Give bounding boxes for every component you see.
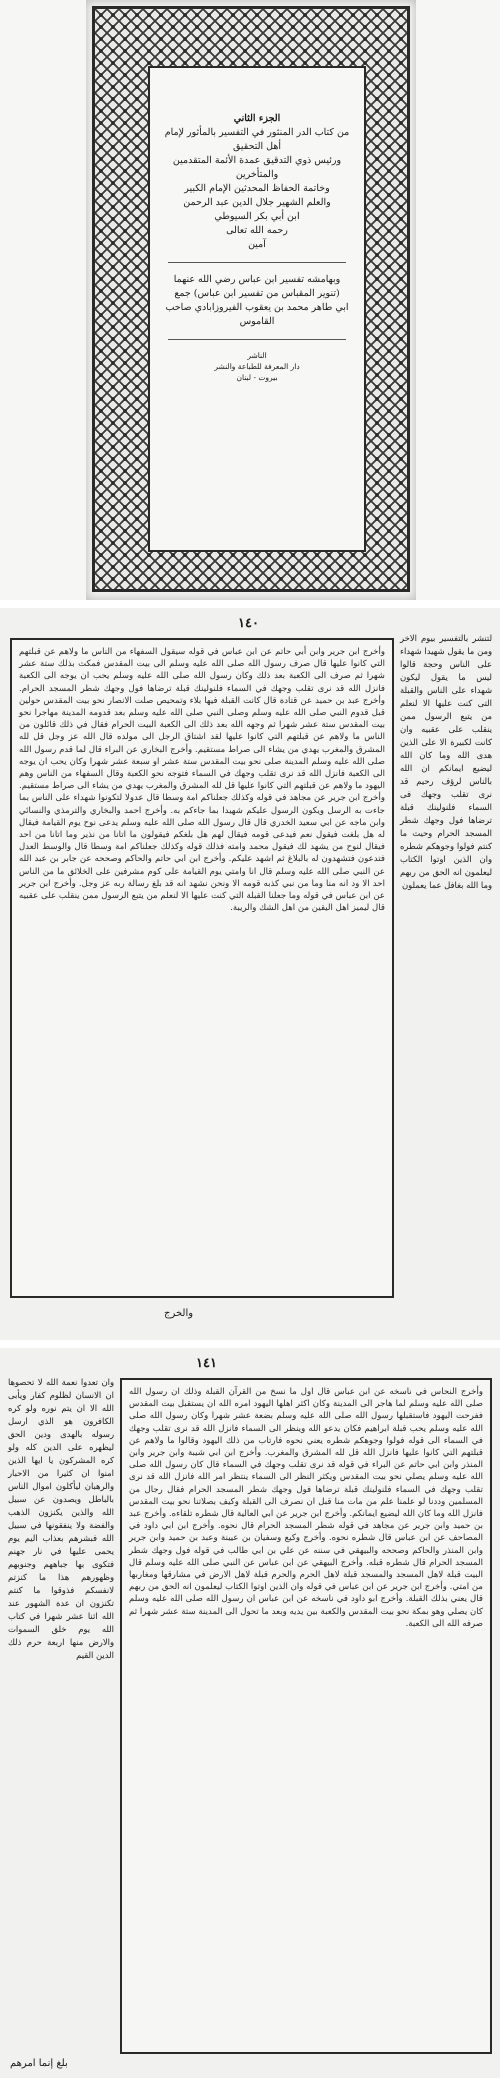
publisher-line: بيروت - لبنان [236, 373, 278, 382]
main-text: وأخرج ابن جرير وابن أبي حاتم عن ابن عباس في قوله سيقول السفهاء من الناس ما ولاهم عن قبلتهم التي كانوا عليها قال صرف رسول الله صلى الله عليه وسلم الى بيت المقدس فمكث بذلك ستة عشر شهرا ثم صرف الى الكعبة بعد ذلك وكان رسول الله صلى الله عليه وسلم يحب ان يوجه الى الكعبة فانزل الله قد نرى تقلب وجهك في السماء فلنولينك قبلة ترضاها فول وجهك شطر المسجد الحرام. وأخرج عبد بن حميد عن قتادة قال كانت القبلة فيها بلاء وتمحيص صلت الانصار نحو بيت المقدس حولين قبل قدوم النبي صلى الله عليه وسلم وصلى النبي صلى الله عليه وسلم بعد قدومه المدينة مهاجرا نحو بيت المقدس ستة عشر شهرا ثم وجهه الله بعد ذلك الى الكعبة البيت الحرام فقال في ذلك قائلون من الناس ما ولاهم عن قبلتهم التي كانوا عليها لقد اشتاق الرجل الى مولده قال الله عز وجل قل لله المشرق والمغرب يهدي من يشاء الى صراط مستقيم. وأخرج البخاري عن البراء قال لما قدم رسول الله صلى الله عليه وسلم المدينة صلى نحو بيت المقدس ستة عشر او سبعة عشر شهرا وكان يحب ان يوجه الى الكعبة فانزل الله قد نرى تقلب وجهك في السماء فتوجه نحو الكعبة وقال السفهاء من الناس وهم اليهود ما ولاهم عن قبلتهم التي كانوا عليها قل لله المشرق والمغرب يهدي من يشاء الى صراط مستقيم. وأخرج ابن جرير عن مجاهد في قوله وكذلك جعلناكم امة وسطا قال عدولا لتكونوا شهداء على الناس بما جاءت به الرسل ويكون الرسول عليكم شهيدا بما جاءكم به. وأخرج احمد والبخاري والترمذي والنسائي وابن ماجه عن ابي سعيد الخدري قال قال رسول الله صلى الله عليه وسلم يدعى نوح يوم القيامة فيقال له هل بلغت فيقول نعم فيدعى قومه فيقال لهم هل بلغكم فيقولون ما اتانا من نذير وما اتانا من احد فيقال لنوح من يشهد لك فيقول محمد وامته فذلك قوله وكذلك جعلناكم امة وسطا قال والوسط العدل فتدعون فتشهدون له بالبلاغ ثم اشهد عليكم. وأخرج ابن ابي حاتم والحاكم وصححه عن جابر بن عبد الله عن النبي صلى الله عليه وسلم قال انا وامتي يوم القيامة على كوم مشرفين على الخلائق ما من الناس احد الا ود انه منا وما من نبي كذبه قومه الا ونحن نشهد انه قد بلغ رسالة ربه عز وجل. وأخرج ابن جرير عن ابن عباس في قوله وما جعلنا القبلة التي كنت عليها الا لنعلم من يتبع الرسول ممن ينقلب على عقبيه قال ليميز اهل اليقين من اهل الشك والريبة. [19, 647, 385, 914]
margin-note-line: (تنوير المقباس من تفسير ابن عباس) جمع [174, 288, 340, 299]
publisher-line: الناشر [247, 351, 267, 360]
page-number: ١٤١ [196, 1356, 217, 1371]
page-140 [0, 608, 500, 1340]
divider [168, 339, 346, 340]
publisher-line: دار المعرفة للطباعة والنشر [214, 362, 300, 371]
title-line: وخاتمة الحفاظ المحدثين الإمام الكبير [184, 183, 330, 194]
catchword: والخرج [164, 1308, 194, 1319]
title-line: ورئيس ذوي التدقيق عمدة الأئمة المتقدمين والمتأخرين [172, 155, 342, 180]
margin-commentary-text: لتنشر بالتفسير بيوم الاخر ومن ما يقول شهيدا شهداء على الناس وحجة قالوا ليس ما يقول ليكون شهداء على الناس والقبلة التى كنت عليها الا لنعلم من يتبع الرسول ممن ينقلب على عقبيه وان كانت لكبيرة الا على الذين هدى الله وما كان الله ليضيع ايمانكم ان الله بالناس لرؤف رحيم قد نرى تقلب وجهك فى السماء فلنولينك قبلة ترضاها فول وجهك شطر المسجد الحرام وحيث ما كنتم فولوا وجوهكم شطره وان الذين اوتوا الكتاب ليعلمون انه الحق من ربهم وما الله بغافل عما يعملون [400, 633, 492, 890]
volume-part: الجزء الثاني [233, 113, 281, 124]
main-text: وأخرج النحاس في ناسخه عن ابن عباس قال اول ما نسخ من القرآن القبلة وذلك ان رسول الله صلى الله عليه وسلم لما هاجر الى المدينة وكان اكثر اهلها اليهود امره الله ان يستقبل بيت المقدس ففرحت اليهود فاستقبلها رسول الله صلى الله عليه وسلم بضعة عشر شهرا وكان رسول الله صلى الله عليه وسلم يحب قبلة ابراهيم فكان يدعو الله وينظر الى السماء فانزل الله قد نرى تقلب وجهك في السماء الى قوله فولوا وجوهكم شطره يعني نحوه فارتاب من ذلك اليهود وقالوا ما ولاهم عن قبلتهم التي كانوا عليها فانزل الله قل لله المشرق والمغرب. وأخرج ابن ابي شيبة وابن جرير وابن المنذر وابن ابي حاتم عن البراء في قوله قد نرى تقلب وجهك في السماء قال كان رسول الله صلى الله عليه وسلم يصلي نحو بيت المقدس ويكثر النظر الى السماء ينتظر امر الله فانزل الله قد نرى تقلب وجهك في السماء فلنولينك قبلة ترضاها فول وجهك شطر المسجد الحرام فقال رجال من المسلمين وددنا لو علمنا علم من مات منا قبل ان نصرف الى القبلة وكيف بصلاتنا نحو بيت المقدس فانزل الله وما كان الله ليضيع ايمانكم. وأخرج ابن جرير عن ابي العالية قال شطره تلقاءه. وأخرج عبد بن حميد وابن جرير عن مجاهد في قوله شطر المسجد الحرام قال نحوه. وأخرج ابن ابي داود في المصاحف عن ابن عباس قال شطره نحوه. وأخرج وكيع وسفيان بن عيينة وعبد بن حميد وابن جرير وابن المنذر والحاكم وصححه والبيهقي في سننه عن علي بن ابي طالب في قوله فول وجهك شطر المسجد الحرام قال شطره قبله. وأخرج البيهقي عن ابن عباس عن النبي صلى الله عليه وسلم قال البيت قبلة لاهل المسجد والمسجد قبلة لاهل الحرم والحرم قبلة لاهل الارض في مشارقها ومغاربها من امتي. وأخرج ابن جرير عن ابن عباس في قوله وان الذين اوتوا الكتاب ليعلمون انه الحق من ربهم قال يعني بذلك القبلة. وأخرج ابو داود في ناسخه عن ابن عباس ان رسول الله صلى الله عليه وسلم كان يصلي وهو بمكة نحو بيت المقدس والكعبة بين يديه وبعد ما تحول الى المدينة ستة عشر شهرا ثم صرفه الله الى الكعبة. [129, 1387, 483, 1629]
margin-commentary [398, 628, 494, 1328]
title-line: آمين [248, 239, 266, 250]
divider [168, 262, 346, 263]
page-number: ١٤٠ [238, 616, 259, 631]
title-line: من كتاب الدر المنثور في التفسير بالمأثور لإمام أهل التحقيق [164, 127, 350, 152]
margin-note-line: ابي طاهر محمد بن يعقوب الفيروزابادي صاحب القاموس [165, 302, 349, 327]
title-line: والعلم الشهير جلال الدين عبد الرحمن [183, 197, 331, 208]
title-line: ابن أبي بكر السيوطي [214, 211, 300, 222]
title-page [0, 0, 500, 600]
margin-commentary-text: وان تعدوا نعمة الله لا تحصوها ان الانسان لظلوم كفار ويأبى الله الا ان يتم نوره ولو كره الكافرون هو الذي ارسل رسوله بالهدى ودين الحق ليظهره على الدين كله ولو كره المشركون يا ايها الذين امنوا ان كثيرا من الاحبار والرهبان ليأكلون اموال الناس بالباطل ويصدون عن سبيل الله والذين يكنزون الذهب والفضة ولا ينفقونها في سبيل الله فبشرهم بعذاب اليم يوم يحمى عليها في نار جهنم فتكوى بها جباههم وجنوبهم وظهورهم هذا ما كنزتم لانفسكم فذوقوا ما كنتم تكنزون ان عدة الشهور عند الله اثنا عشر شهرا في كتاب الله يوم خلق السموات والارض منها اربعة حرم ذلك الدين القيم [8, 1377, 114, 1660]
catchword: بلغ إنما امرهم [10, 2058, 68, 2069]
main-text-frame [10, 638, 394, 1298]
main-text-frame [120, 1378, 492, 2054]
margin-note-line: وبهامشه تفسير ابن عباس رضي الله عنهما [173, 274, 341, 285]
title-line: رحمه الله تعالى [226, 225, 288, 236]
page-141 [0, 1348, 500, 2078]
title-block [148, 66, 366, 552]
margin-commentary [6, 1372, 116, 2072]
